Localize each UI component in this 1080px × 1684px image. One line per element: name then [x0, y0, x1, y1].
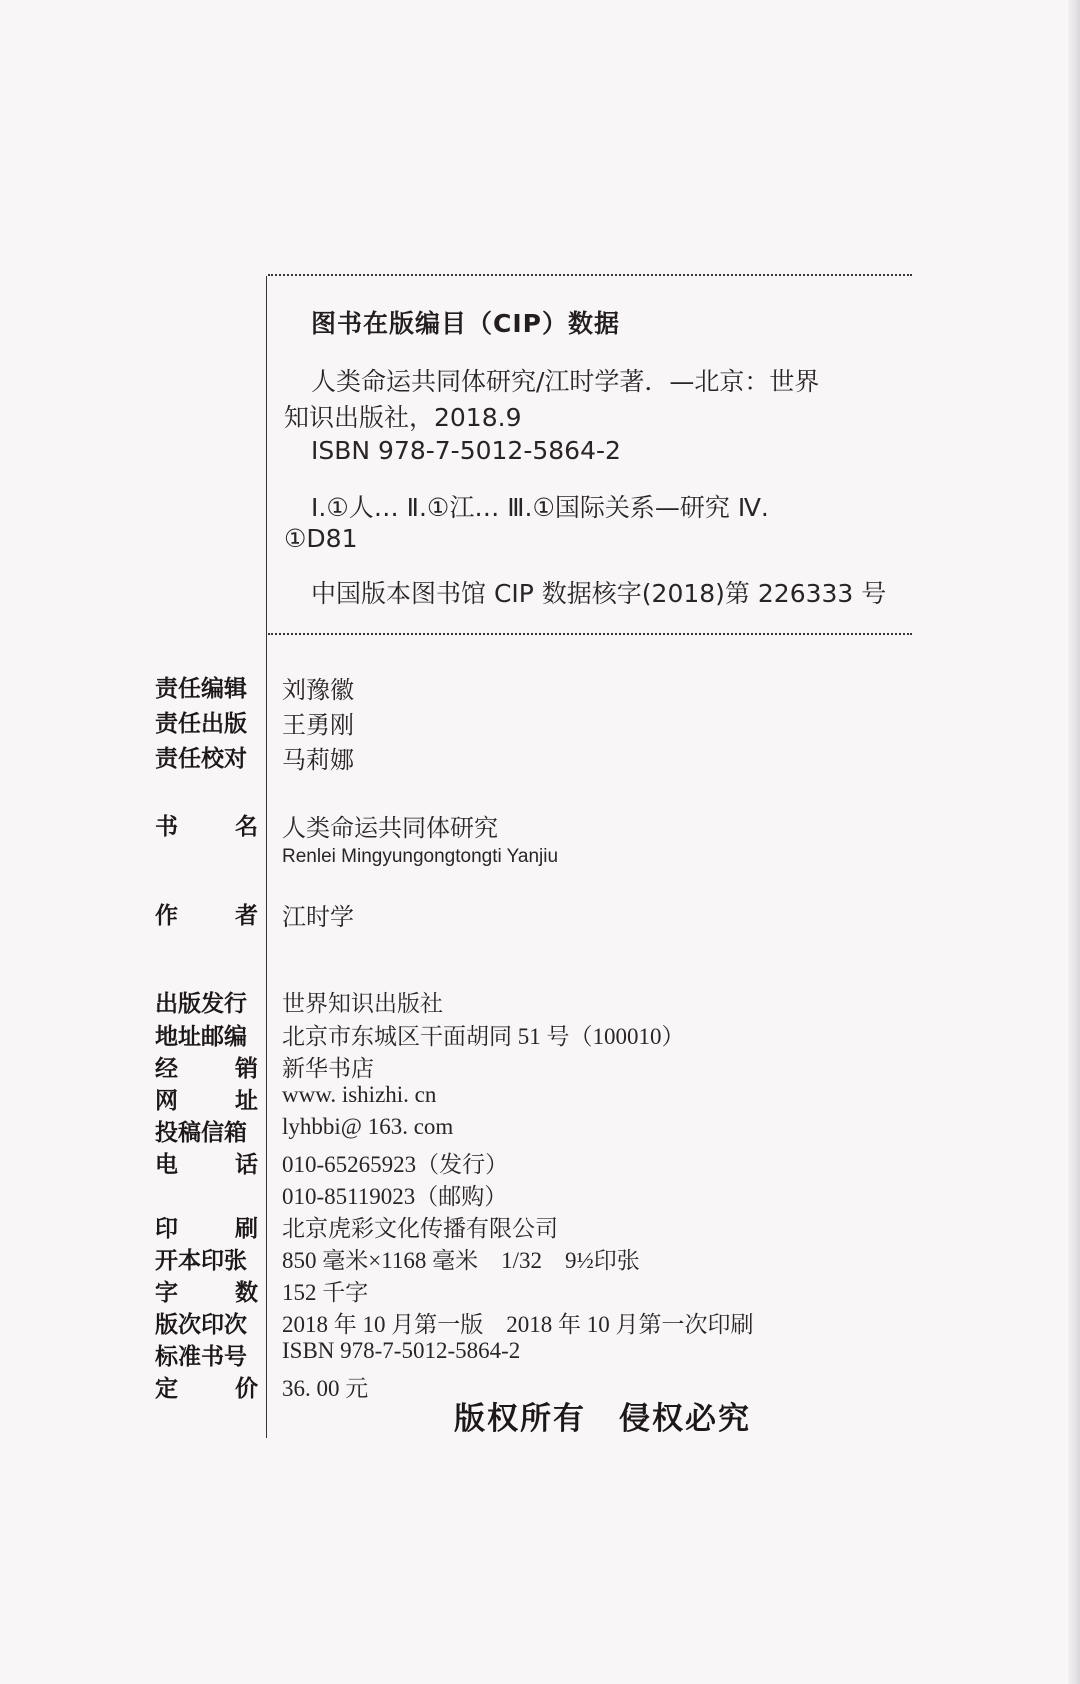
book-title-label: 书 名 — [155, 814, 258, 840]
detail-value: 北京市东城区干面胡同 51 号（100010） — [282, 1024, 685, 1049]
detail-value: 世界知识出版社 — [282, 991, 443, 1016]
copyright-notice: 版权所有 侵权必究 — [454, 1401, 751, 1437]
vertical-rule — [266, 276, 267, 1438]
detail-label: 标准书号 — [155, 1344, 247, 1370]
detail-value: 152 千字 — [282, 1280, 369, 1305]
staff-label: 责任校对 — [155, 746, 247, 772]
detail-label: 印 刷 — [155, 1216, 258, 1242]
book-title-pinyin: Renlei Mingyungongtongti Yanjiu — [282, 846, 559, 867]
cip-top-dotted-rule — [268, 274, 912, 276]
cip-line-classification-cont: ①D81 — [284, 524, 358, 553]
cip-title: 图书在版编目（CIP）数据 — [311, 309, 620, 338]
detail-value: 850 毫米×1168 毫米 1/32 9½印张 — [282, 1248, 640, 1273]
cip-line-2: 知识出版社，2018.9 — [284, 403, 522, 432]
cip-line-classification: Ⅰ.①人… Ⅱ.①江… Ⅲ.①国际关系—研究 Ⅳ. — [311, 493, 769, 522]
staff-label: 责任编辑 — [155, 676, 247, 702]
detail-label: 字 数 — [155, 1280, 258, 1306]
detail-label: 网 址 — [155, 1088, 258, 1114]
detail-value: www. ishizhi. cn — [282, 1082, 437, 1107]
detail-value: 36. 00 元 — [282, 1376, 369, 1401]
detail-label: 定 价 — [155, 1376, 258, 1402]
detail-label: 版次印次 — [155, 1312, 247, 1338]
detail-value: 北京虎彩文化传播有限公司 — [282, 1216, 558, 1241]
author-label: 作 者 — [155, 903, 258, 929]
detail-label: 开本印张 — [155, 1248, 247, 1274]
staff-value: 马莉娜 — [282, 746, 354, 774]
staff-label: 责任出版 — [155, 711, 247, 737]
cip-line-record-number: 中国版本图书馆 CIP 数据核字(2018)第 226333 号 — [311, 579, 887, 608]
detail-value: 010-65265923（发行） — [282, 1152, 509, 1177]
detail-label: 电 话 — [155, 1152, 258, 1178]
detail-value: 010-85119023（邮购） — [282, 1184, 508, 1209]
author: 江时学 — [282, 903, 354, 931]
book-title: 人类命运共同体研究 — [282, 814, 498, 842]
staff-value: 王勇刚 — [282, 711, 354, 739]
detail-label: 经 销 — [155, 1056, 258, 1082]
detail-label: 投稿信箱 — [155, 1120, 247, 1146]
detail-value: lyhbbi@ 163. com — [282, 1114, 454, 1139]
detail-label: 出版发行 — [155, 991, 247, 1017]
cip-line-isbn: ISBN 978-7-5012-5864-2 — [311, 436, 621, 465]
detail-label: 地址邮编 — [155, 1024, 247, 1050]
detail-value: 2018 年 10 月第一版 2018 年 10 月第一次印刷 — [282, 1312, 754, 1337]
cip-bottom-dotted-rule — [268, 633, 912, 635]
page-edge — [1068, 0, 1080, 1684]
detail-value: 新华书店 — [282, 1056, 374, 1081]
detail-value: ISBN 978-7-5012-5864-2 — [282, 1338, 521, 1363]
cip-line-1: 人类命运共同体研究/江时学著．—北京：世界 — [311, 367, 820, 396]
staff-value: 刘豫徽 — [282, 676, 354, 704]
